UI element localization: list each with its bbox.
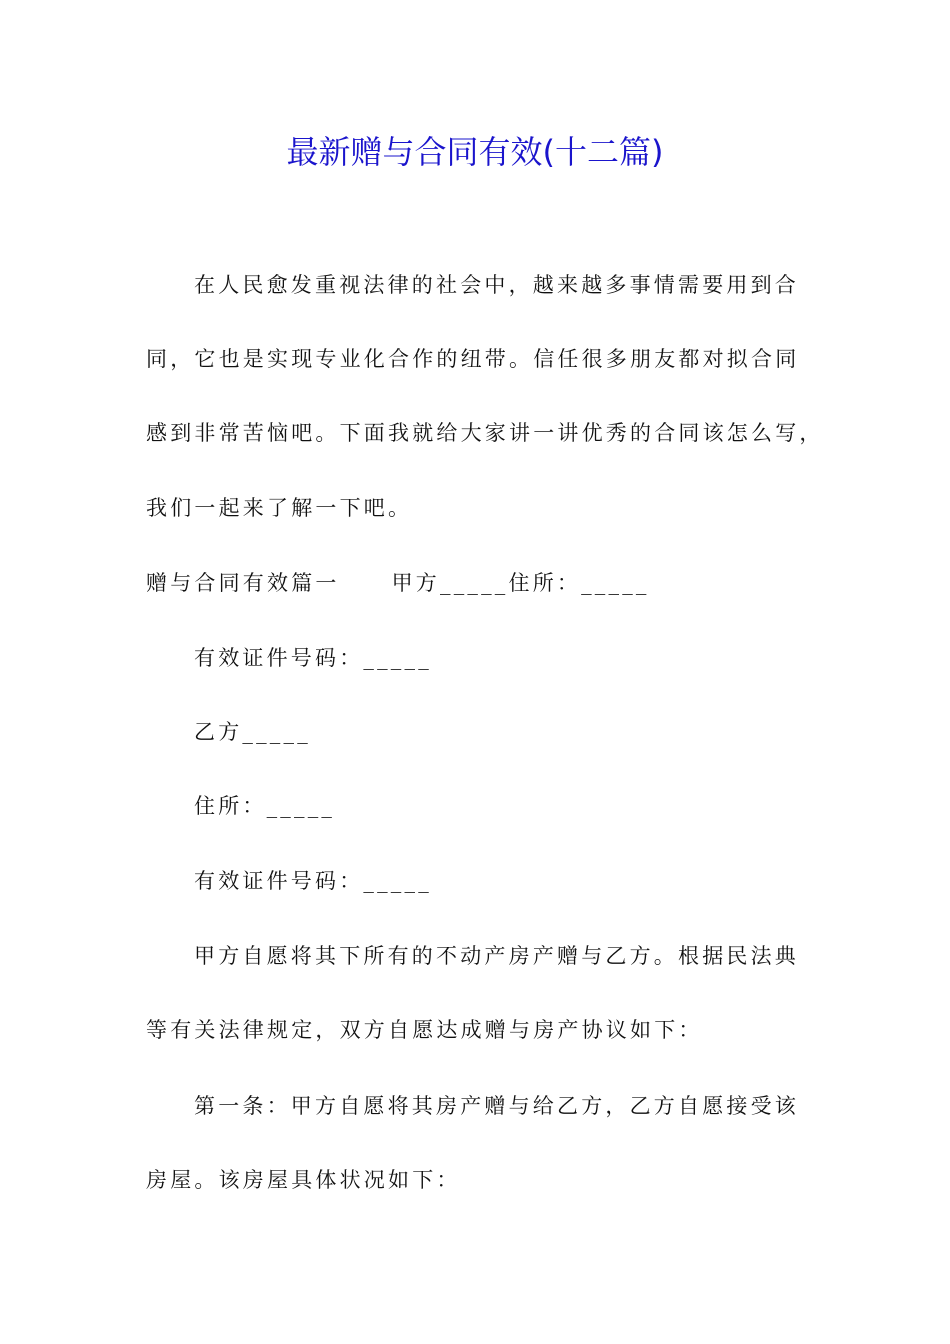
section-heading-line [146,568,650,598]
intro-line-1: 在人民愈发重视法律的社会中，越来越多事情需要用到合 [194,273,799,297]
party-a-line: 甲方_____住所：_____ [391,571,650,595]
intro-line-4: 我们一起来了解一下吧。 [146,496,413,520]
party-b-id-field: 有效证件号码：_____ [194,869,432,893]
statement-line-2: 等有关法律规定，双方自愿达成赠与房产协议如下： [146,1018,703,1042]
intro-line-3: 感到非常苦恼吧。下面我就给大家讲一讲优秀的合同该怎么写， [146,421,824,445]
party-a-id-field: 有效证件号码：_____ [194,646,432,670]
intro-line-2: 同，它也是实现专业化合作的纽带。信任很多朋友都对拟合同 [146,347,800,371]
document-title: 最新赠与合同有效(十二篇) [286,133,664,171]
article1-line-2: 房屋。该房屋具体状况如下： [146,1168,461,1192]
party-b-address-field: 住所：_____ [194,794,336,818]
article1-line-1: 第一条：甲方自愿将其房产赠与给乙方，乙方自愿接受该 [194,1094,799,1118]
section-heading: 赠与合同有效篇一 [146,571,340,595]
party-b-field: 乙方_____ [194,720,311,744]
statement-line-1: 甲方自愿将其下所有的不动产房产赠与乙方。根据民法典 [194,944,799,968]
